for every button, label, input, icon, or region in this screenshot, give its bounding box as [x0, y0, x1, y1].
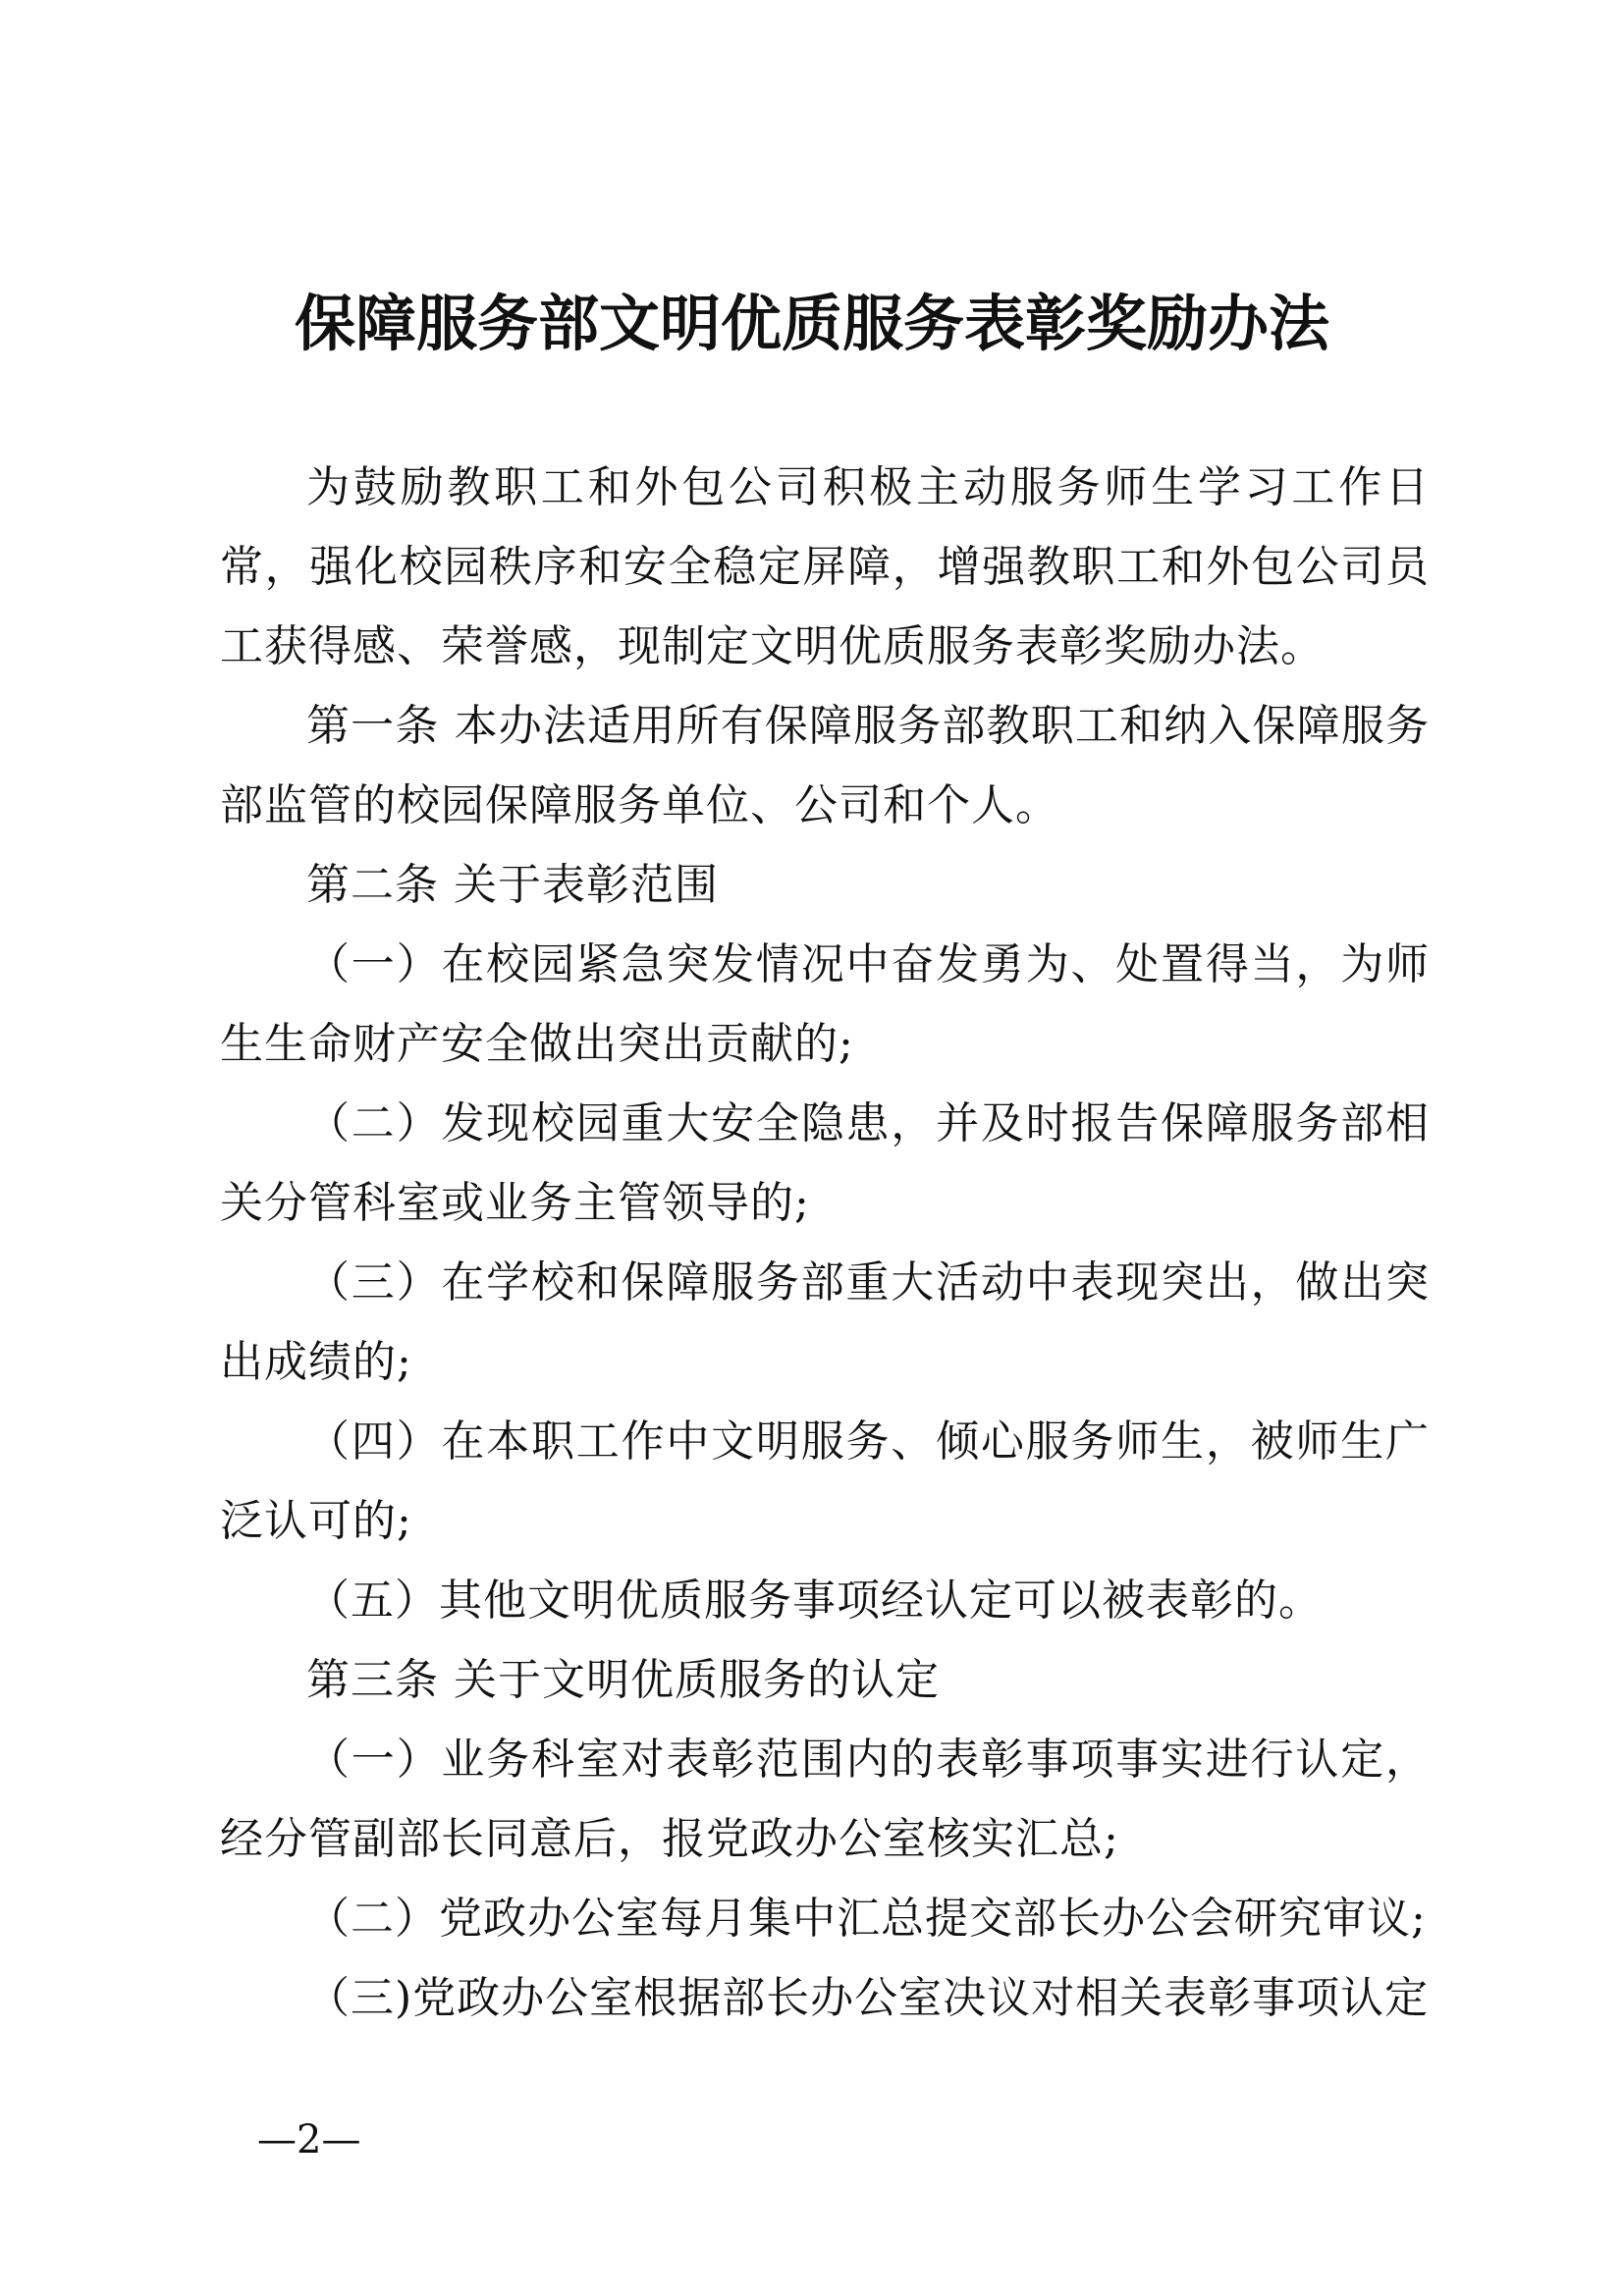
article-1-paragraph: 第一条 本办法适用所有保障服务部教职工和纳入保障服务部监管的校园保障服务单位、公司和个人。	[220, 701, 1430, 830]
article-2-item-5: （五）其他文明优质服务事项经认定可以被表彰的。	[306, 1575, 1323, 1626]
article-2-item-4: （四）在本职工作中文明服务、倾心服务师生，被师生广泛认可的;	[220, 1416, 1430, 1546]
document-title: 保障服务部文明优质服务表彰奖励办法	[294, 288, 1329, 359]
article-3-heading: 第三条 关于文明优质服务的认定	[306, 1655, 940, 1705]
article-3-item-2: （二）党政办公室每月集中汇总提交部长办公会研究审议;	[306, 1894, 1427, 1944]
article-2-item-1: （一）在校园紧急突发情况中奋发勇为、处置得当，为师生生命财产安全做出突出贡献的;	[220, 939, 1430, 1069]
article-2-heading: 第二条 关于表彰范围	[306, 860, 719, 910]
article-3-item-1: （一）业务科室对表彰范围内的表彰事项事实进行认定，经分管副部长同意后，报党政办公室核实汇总;	[220, 1735, 1430, 1864]
page-number: —2—	[257, 2117, 361, 2163]
article-2-item-3: （三）在学校和保障服务部重大活动中表现突出，做出突出成绩的;	[220, 1257, 1430, 1387]
article-3-item-3: （三)党政办公室根据部长办公室决议对相关表彰事项认定	[306, 1973, 1430, 2023]
document-body	[220, 448, 1430, 2038]
article-2-item-2: （二）发现校园重大安全隐患，并及时报告保障服务部相关分管科室或业务主管领导的;	[220, 1098, 1430, 1228]
intro-paragraph: 为鼓励教职工和外包公司积极主动服务师生学习工作日常，强化校园秩序和安全稳定屏障，增强教职工和外包公司员工获得感、荣誉感，现制定文明优质服务表彰奖励办法。	[220, 462, 1430, 671]
